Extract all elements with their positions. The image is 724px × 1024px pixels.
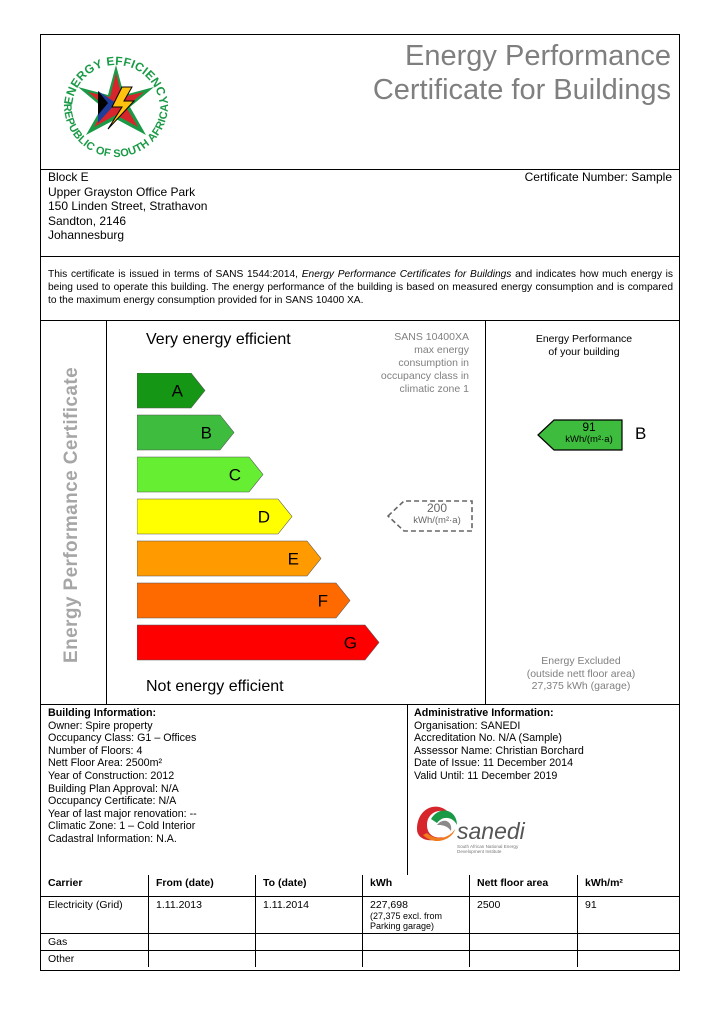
table-cell	[578, 951, 680, 968]
info-line: Cadastral Information: N.A.	[48, 832, 177, 845]
divider	[41, 256, 679, 257]
divider	[41, 320, 679, 321]
info-line: Year of Construction: 2012	[48, 769, 175, 782]
address-line: 150 Linden Street, Strathavon	[48, 199, 208, 214]
reference-value: 200 kWh/(m²·a)	[413, 501, 461, 526]
vertical-certificate-title: Energy Performance Certificate	[61, 366, 82, 663]
info-line: Building Plan Approval: N/A	[48, 782, 179, 795]
section-heading: Building Information:	[48, 707, 157, 719]
building-information	[48, 707, 197, 846]
svg-text:Development Institute: Development Institute	[457, 849, 502, 854]
info-line: Owner: Spire property	[48, 719, 153, 732]
info-line: Climatic Zone: 1 – Cold Interior	[48, 820, 196, 833]
page-title: Energy Performance Certificate for Buildings	[372, 40, 671, 106]
divider	[106, 320, 107, 704]
table-cell: Gas	[41, 934, 149, 951]
table-row	[41, 934, 679, 951]
column-header: Carrier	[41, 875, 149, 897]
info-line: Nett Floor Area: 2500m²	[48, 757, 163, 770]
info-line: Assessor Name: Christian Borchard	[414, 744, 584, 757]
table-cell: 2500	[470, 897, 578, 934]
rating-letter-f: F	[317, 591, 328, 611]
info-line: Number of Floors: 4	[48, 744, 143, 757]
svg-text:ENERGY EFFICIENCY: ENERGY EFFICIENCY	[61, 53, 171, 106]
divider	[485, 320, 486, 704]
address-line: Block E	[48, 170, 89, 184]
divider	[41, 704, 679, 705]
column-header: Nett floor area	[470, 875, 578, 897]
table-cell	[256, 934, 363, 951]
svg-text:South African National Energy: South African National Energy	[457, 844, 519, 849]
table-header-row	[41, 875, 679, 897]
info-line: Valid Until: 11 December 2019	[414, 769, 558, 782]
intro-paragraph: This certificate is issued in terms of SANS 1544:2014, Energy Performance Certificates for Buildings and indicates how much energy is being used to operate this building. The energy performance of the building is based on measured energy consumption and is compared to the maximum energy consumption provided for in SANS 10400 XA.	[48, 269, 674, 306]
table-row	[41, 951, 679, 968]
table-cell: 227,698 (27,375 excl. from Parking garage)	[363, 897, 470, 934]
energy-excluded-note: Energy Excluded (outside nett floor area) 27,375 kWh (garage)	[526, 655, 636, 693]
section-heading: Administrative Information:	[414, 707, 554, 719]
table-cell	[363, 951, 470, 968]
sanedi-logo	[413, 795, 538, 855]
actual-class-letter: B	[635, 424, 647, 443]
table-cell	[578, 934, 680, 951]
not-efficient-label: Not energy efficient	[146, 678, 284, 695]
column-header: kWh	[363, 875, 470, 897]
svg-text:sanedi: sanedi	[457, 818, 525, 844]
info-line: Year of last major renovation: --	[48, 807, 197, 820]
rating-letter-g: G	[343, 633, 357, 653]
sans-reference-label: SANS 10400XA max energy consumption in occupancy class in climatic zone 1	[380, 331, 469, 395]
info-line: Organisation: SANEDI	[414, 719, 521, 732]
table-cell	[363, 934, 470, 951]
certificate-number: Certificate Number: Sample	[524, 170, 672, 184]
table-cell	[149, 934, 256, 951]
table-cell	[470, 951, 578, 968]
rating-letter-b: B	[200, 423, 212, 443]
table-row	[41, 897, 679, 934]
table-cell	[149, 951, 256, 968]
rating-bar-c	[137, 457, 263, 492]
rating-letter-a: A	[171, 381, 183, 401]
very-efficient-label: Very energy efficient	[146, 331, 291, 348]
energy-rating-scale	[137, 373, 417, 669]
rating-letter-d: D	[257, 507, 270, 527]
rating-bar-b	[137, 415, 234, 450]
building-address	[48, 170, 207, 243]
address-line: Upper Grayston Office Park	[48, 184, 196, 199]
administrative-information	[414, 707, 584, 783]
column-header: kWh/m²	[578, 875, 680, 897]
column-header: To (date)	[256, 875, 363, 897]
table-cell: 1.11.2013	[149, 897, 256, 934]
info-line: Occupancy Class: G1 – Offices	[48, 732, 197, 745]
info-line: Date of Issue: 11 December 2014	[414, 757, 574, 770]
address-line: Johannesburg	[48, 228, 125, 243]
table-cell: Other	[41, 951, 149, 968]
column-header: From (date)	[149, 875, 256, 897]
rating-bar-g	[137, 625, 379, 660]
table-cell	[256, 951, 363, 968]
address-line: Sandton, 2146	[48, 213, 127, 228]
rating-letter-c: C	[228, 465, 241, 485]
svg-text:REPUBLIC OF SOUTH AFRICA: REPUBLIC OF SOUTH AFRICA	[60, 103, 172, 161]
your-building-label: Energy Performance of your building	[535, 333, 633, 358]
table-cell	[470, 934, 578, 951]
energy-efficiency-logo	[52, 43, 180, 167]
actual-value: 91 kWh/(m²·a)	[565, 420, 613, 445]
divider	[407, 704, 408, 875]
table-cell: Electricity (Grid)	[41, 897, 149, 934]
rating-letter-e: E	[287, 549, 299, 569]
table-cell: 1.11.2014	[256, 897, 363, 934]
table-cell: 91	[578, 897, 680, 934]
certificate-frame	[40, 34, 680, 971]
info-line: Accreditation No. N/A (Sample)	[414, 732, 562, 745]
energy-consumption-table	[41, 875, 679, 967]
info-line: Occupancy Certificate: N/A	[48, 795, 177, 808]
